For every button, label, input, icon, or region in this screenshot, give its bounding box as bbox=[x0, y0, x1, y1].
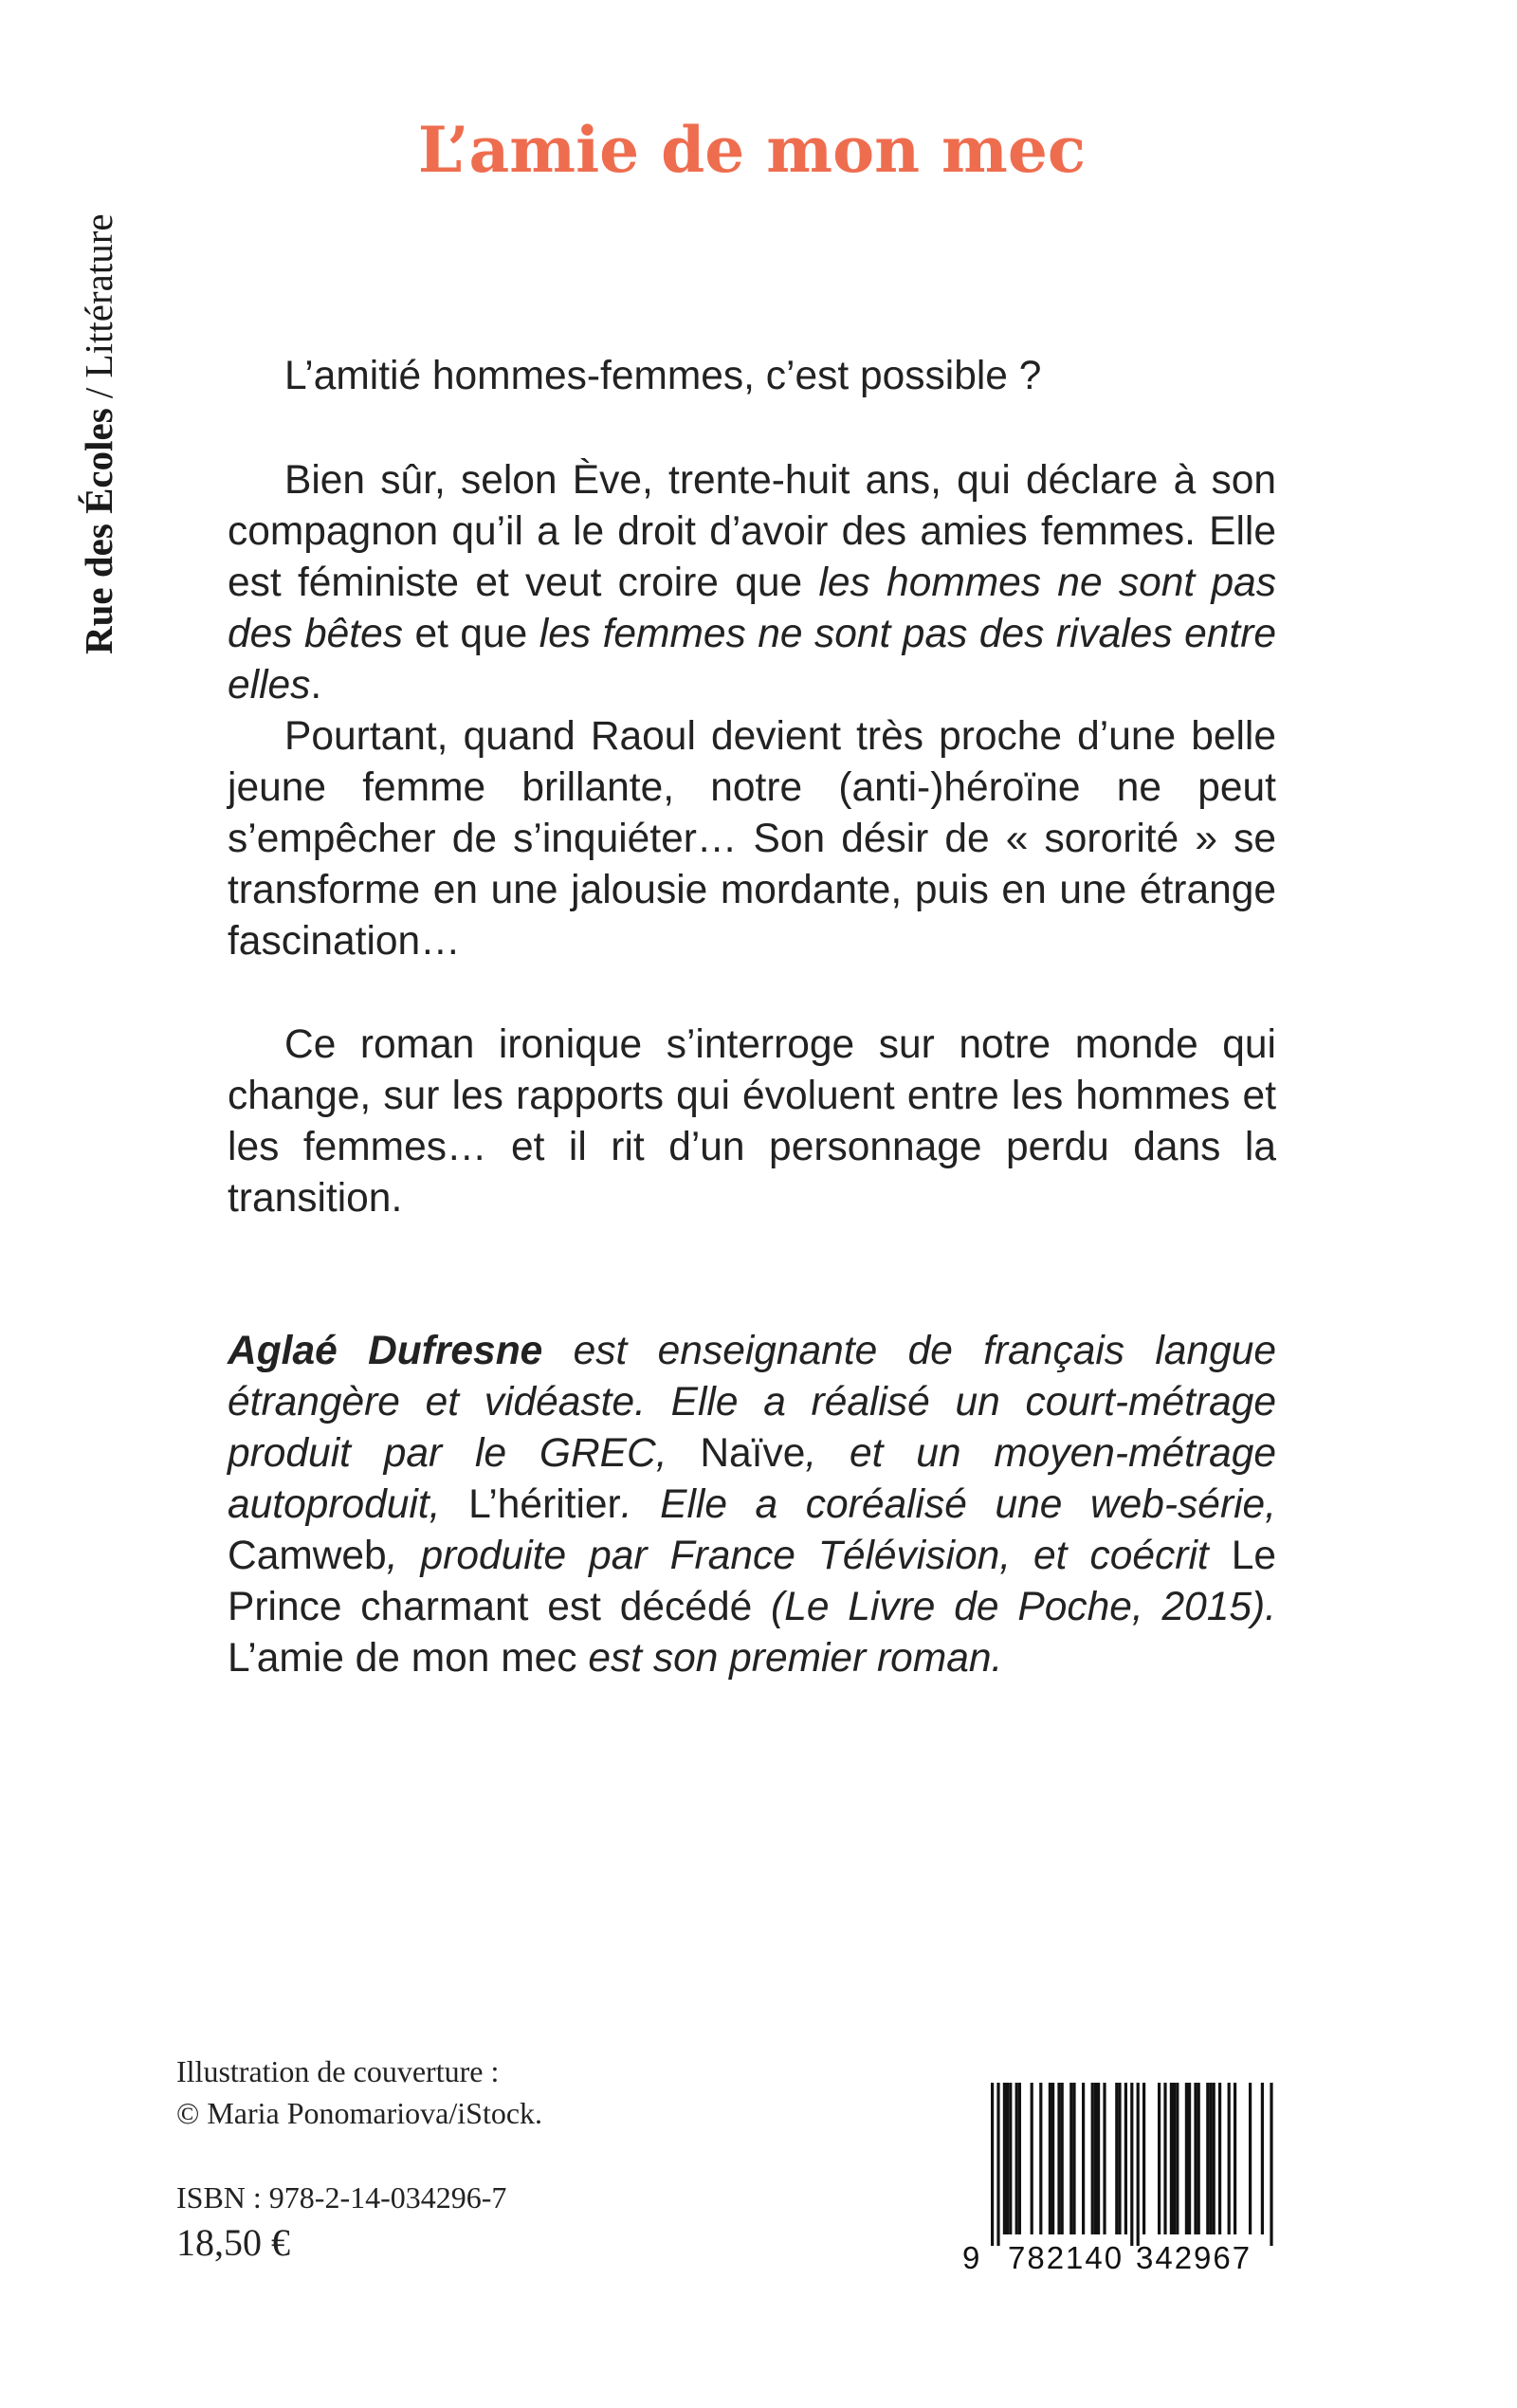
barcode-bar bbox=[1006, 2083, 1009, 2234]
credit-line-2: © Maria Ponomariova/iStock. bbox=[176, 2096, 543, 2130]
barcode-bar bbox=[1173, 2083, 1176, 2234]
blurb-paragraph-2 bbox=[228, 455, 1276, 711]
barcode-bar bbox=[996, 2083, 999, 2246]
barcode-bar bbox=[1163, 2083, 1166, 2234]
author-bio bbox=[228, 1326, 1276, 1684]
series-name: Rue des Écoles bbox=[77, 408, 120, 654]
blurb-italic-quote-1: les hommes ne sont pas des bêtes bbox=[228, 561, 1277, 656]
barcode bbox=[962, 2083, 1275, 2272]
price: 18,50 € bbox=[176, 2221, 290, 2264]
blurb-text: et que bbox=[402, 612, 539, 656]
blurb-question: L’amitié hommes-femmes, c’est possible ? bbox=[284, 354, 1042, 398]
barcode-bar bbox=[1094, 2083, 1097, 2234]
barcode-bar bbox=[1206, 2083, 1209, 2234]
barcode-bar bbox=[1270, 2083, 1272, 2246]
barcode-bar bbox=[1097, 2083, 1100, 2234]
barcode-bar bbox=[1061, 2083, 1064, 2234]
bio-text: est enseignante de français langue étrangère et vidéaste. Elle a réalisé un court-métrage produit par le GREC, bbox=[228, 1329, 1276, 1476]
barcode-bar bbox=[1234, 2083, 1236, 2234]
barcode-bar bbox=[1031, 2083, 1033, 2234]
barcode-bar bbox=[1185, 2083, 1188, 2234]
barcode-bar bbox=[1137, 2083, 1140, 2246]
barcode-bar bbox=[1091, 2083, 1094, 2234]
blurb-text: . bbox=[310, 663, 322, 708]
bio-work-title: Le Prince charmant est décédé bbox=[228, 1534, 1276, 1629]
barcode-bar bbox=[1018, 2083, 1021, 2234]
barcode-bar bbox=[1249, 2083, 1252, 2234]
barcode-bar bbox=[1118, 2083, 1121, 2234]
blurb-text: Pourtant, quand Raoul devient très proche d’une belle jeune femme brillante, notre (anti-)héroïne ne peut s’empêcher de s’inquiéter… Son désir de « sororité » se transforme en une jalousie mordante, puis en une étrange fascination… bbox=[228, 714, 1276, 964]
series-category: Littérature bbox=[77, 213, 120, 378]
barcode-bar bbox=[1069, 2083, 1072, 2234]
bio-work-title: Naïve bbox=[700, 1431, 806, 1476]
barcode-bar bbox=[1197, 2083, 1200, 2234]
barcode-bar bbox=[1057, 2083, 1060, 2234]
barcode-bar bbox=[1115, 2083, 1118, 2234]
barcode-digits-left: 782140 bbox=[1008, 2240, 1124, 2272]
blurb-text: Bien sûr, selon Ève, trente-huit ans, qui déclare à son compagnon qu’il a le droit d’avoir des amies femmes. Elle est féministe et veut croire que bbox=[228, 458, 1276, 605]
bio-text: (Le Livre de Poche, 2015). bbox=[752, 1585, 1276, 1629]
barcode-digits-right: 342967 bbox=[1136, 2240, 1252, 2272]
barcode-bar bbox=[1009, 2083, 1012, 2234]
barcode-bar bbox=[1194, 2083, 1197, 2234]
barcode-bar bbox=[1072, 2083, 1075, 2234]
bio-work-title: L’héritier bbox=[468, 1482, 621, 1527]
blurb-paragraph-4 bbox=[228, 1020, 1276, 1224]
barcode-bar bbox=[1188, 2083, 1191, 2234]
bio-text: , produite par France Télévision, et coécrit bbox=[386, 1534, 1232, 1578]
book-title: L’amie de mon mec bbox=[417, 113, 1087, 187]
barcode-digit-first: 9 bbox=[962, 2240, 980, 2272]
barcode-bar bbox=[1124, 2083, 1127, 2234]
barcode-bar bbox=[1176, 2083, 1179, 2234]
series-separator: / bbox=[77, 377, 120, 409]
barcode-bar bbox=[991, 2083, 994, 2246]
barcode-bar bbox=[1130, 2083, 1133, 2246]
bio-text: . Elle a coréalisé une web-série, bbox=[620, 1482, 1276, 1527]
bio-text: , et un moyen-métrage autoproduit, bbox=[228, 1431, 1276, 1527]
credit-line-1: Illustration de couverture : bbox=[176, 2054, 500, 2088]
barcode-bar bbox=[1039, 2083, 1042, 2234]
barcode-bar bbox=[1209, 2083, 1212, 2234]
barcode-bar bbox=[1218, 2083, 1221, 2234]
isbn: ISBN : 978-2-14-034296-7 bbox=[176, 2180, 507, 2215]
barcode-bar bbox=[1142, 2083, 1145, 2234]
cover-credit bbox=[176, 2050, 542, 2134]
bio-work-title: Camweb bbox=[228, 1534, 387, 1578]
barcode-bar bbox=[1103, 2083, 1106, 2234]
barcode-bar bbox=[1051, 2083, 1054, 2234]
barcode-bar bbox=[1170, 2083, 1173, 2234]
barcode-bar bbox=[1228, 2083, 1231, 2234]
barcode-bars bbox=[991, 2083, 1275, 2246]
barcode-bar bbox=[1015, 2083, 1018, 2234]
barcode-bar bbox=[1213, 2083, 1215, 2234]
bio-text: est son premier roman. bbox=[576, 1636, 1003, 1681]
blurb-text: Ce roman ironique s’interroge sur notre monde qui change, sur les rapports qui évoluent entre les hommes et les femmes… et il rit d’un personnage perdu dans la transition. bbox=[228, 1022, 1276, 1221]
barcode-bar bbox=[1082, 2083, 1085, 2234]
spine-series-label bbox=[76, 213, 121, 654]
bio-work-title: L’amie de mon mec bbox=[228, 1636, 577, 1681]
barcode-bar bbox=[1049, 2083, 1051, 2234]
barcode-bar bbox=[1003, 2083, 1006, 2234]
blurb-paragraph-3 bbox=[228, 711, 1276, 967]
author-name: Aglaé Dufresne bbox=[228, 1329, 543, 1373]
barcode-bar bbox=[1158, 2083, 1161, 2234]
blurb-paragraph-1 bbox=[228, 351, 1276, 402]
blurb-italic-quote-2: les femmes ne sont pas des rivales entre elles bbox=[228, 612, 1276, 708]
barcode-bar bbox=[1261, 2083, 1264, 2234]
